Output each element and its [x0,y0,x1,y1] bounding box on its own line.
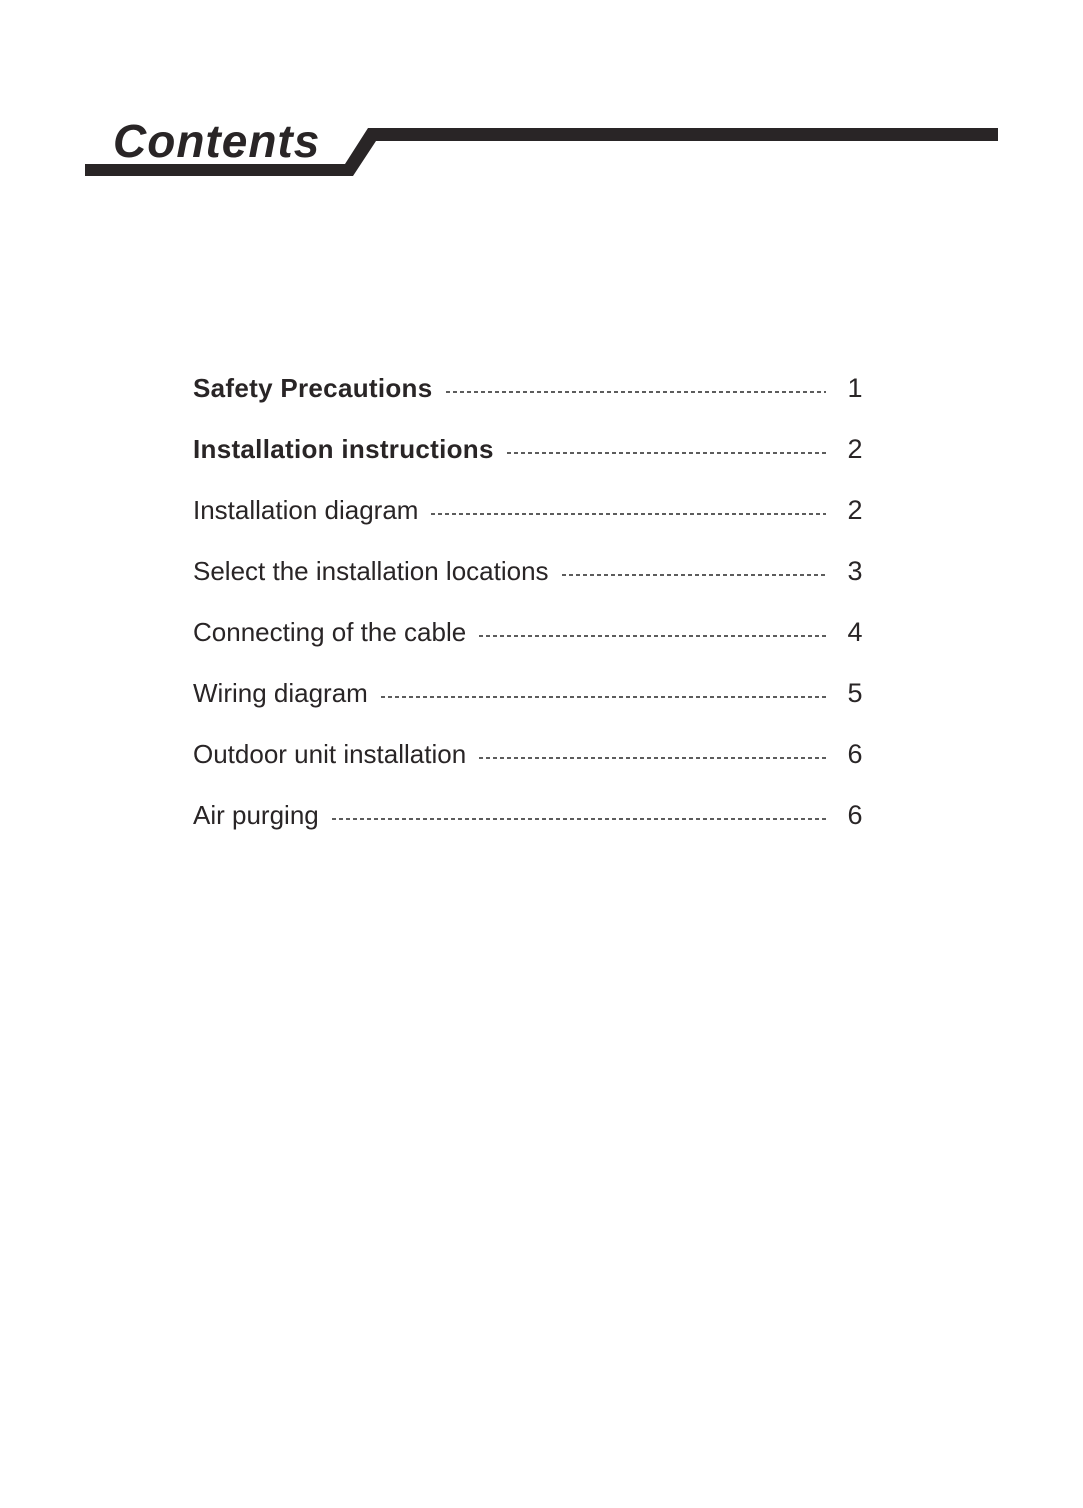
toc-leader-line [562,574,826,576]
toc-entry-label: Wiring diagram [193,678,368,708]
toc-entry-page: 6 [847,739,863,769]
toc-entry-page: 6 [847,800,863,830]
contents-banner-rule [0,0,1083,220]
toc-leader-line [507,452,826,454]
toc-entry [193,679,870,708]
toc-entry [193,496,870,525]
toc-leader-line [431,513,826,515]
toc-entry-label: Installation diagram [193,495,419,525]
toc-entry-page: 2 [847,434,863,464]
toc-entry [193,618,870,647]
toc-leader-line [479,635,826,637]
toc-entry [193,374,870,403]
toc-entry-page: 4 [847,617,863,647]
toc-entry-label: Installation instructions [193,434,494,464]
toc-entry [193,557,870,586]
toc-entry-label: Connecting of the cable [193,617,467,647]
toc-leader-line [479,757,826,759]
toc-leader-line [446,391,827,393]
toc-entry-label: Select the installation locations [193,556,549,586]
toc-entry-page: 5 [847,678,863,708]
page-title: Contents [113,115,321,167]
toc-entry [193,801,870,830]
toc-entry-label: Safety Precautions [193,373,433,403]
toc-leader-line [381,696,826,698]
toc-leader-line [332,818,826,820]
toc-entry-page: 1 [847,373,863,403]
toc-entry [193,435,870,464]
toc-entry-page: 2 [847,495,863,525]
toc-list [193,374,870,862]
toc-entry-label: Outdoor unit installation [193,739,467,769]
toc-entry [193,740,870,769]
toc-entry-page: 3 [847,556,863,586]
toc-entry-label: Air purging [193,800,319,830]
